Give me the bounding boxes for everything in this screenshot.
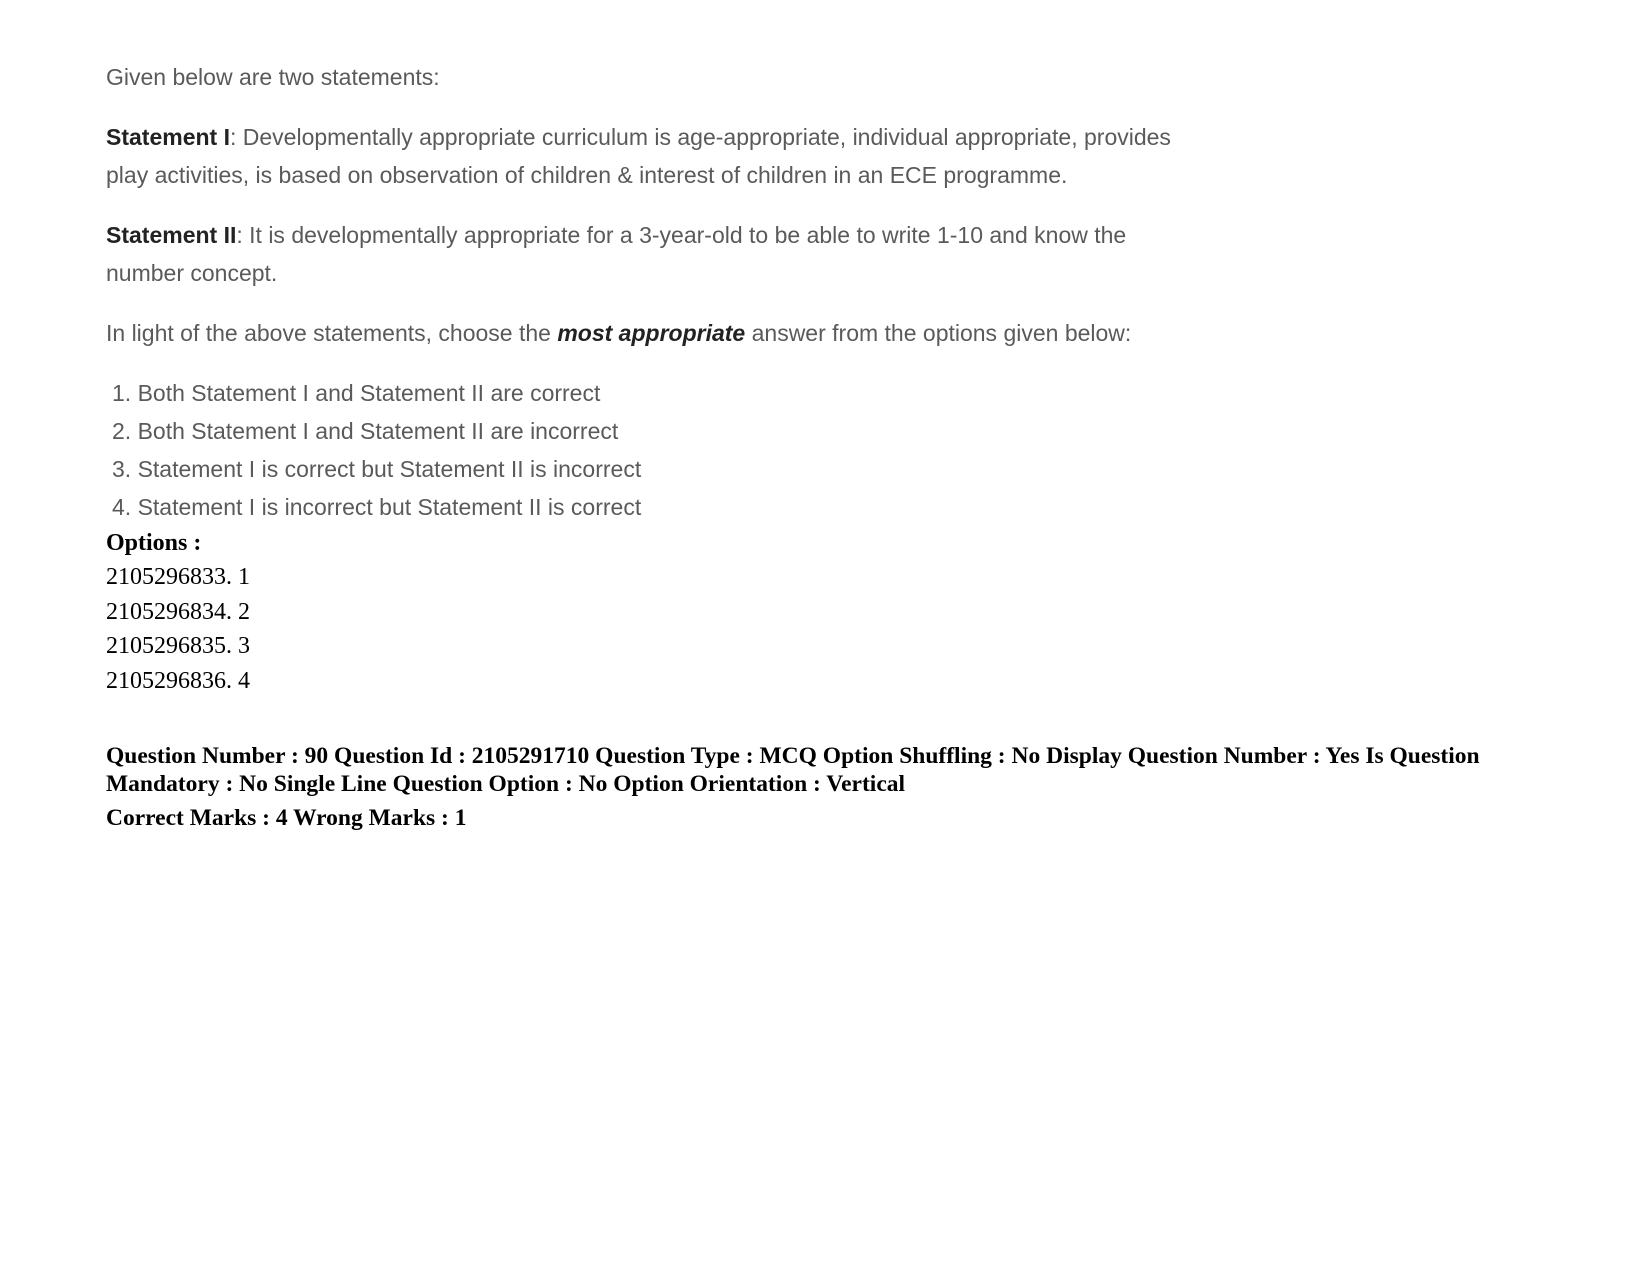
instruction-emphasis: most appropriate bbox=[557, 320, 746, 346]
document-page bbox=[106, 58, 1546, 832]
instruction-before: In light of the above statements, choose the bbox=[106, 320, 558, 346]
choice-item: 2. Both Statement I and Statement II are incorrect bbox=[112, 418, 619, 444]
statement-2 bbox=[106, 216, 1206, 292]
option-row: 2105296835. 3 bbox=[106, 633, 250, 659]
question-image bbox=[106, 58, 1206, 526]
option-row: 2105296834. 2 bbox=[106, 598, 250, 625]
instruction-after: answer from the options given below: bbox=[745, 320, 1132, 346]
option-row: 2105296833. 1 bbox=[106, 564, 250, 590]
answer-choices bbox=[106, 374, 1206, 526]
statement-1-text: : Developmentally appropriate curriculum is age-appropriate, individual appropriate, provides play activities, is based on observation of children & interest of children in an ECE programme. bbox=[106, 124, 1171, 188]
choice-item: 1. Both Statement I and Statement II are correct bbox=[112, 380, 601, 406]
question-instruction bbox=[106, 314, 1206, 352]
statement-2-label: Statement II bbox=[106, 222, 237, 248]
statement-1 bbox=[106, 118, 1206, 194]
statement-1-label: Statement I bbox=[106, 124, 230, 150]
next-question-meta: Question Number : 90 Question Id : 2105291710 Question Type : MCQ Option Shuffling : No Display Question Number : Yes Is Question Mandatory : No Single Line Question Option : No Option Orientation : Vertical bbox=[106, 743, 1480, 797]
statement-2-text: : It is developmentally appropriate for a 3-year-old to be able to write 1-10 and know the number concept. bbox=[106, 222, 1127, 286]
question-intro: Given below are two statements: bbox=[106, 64, 440, 90]
choice-item: 3. Statement I is correct but Statement II is incorrect bbox=[112, 456, 642, 482]
next-question-marks: Correct Marks : 4 Wrong Marks : 1 bbox=[106, 805, 467, 831]
options-title: Options : bbox=[106, 530, 202, 556]
choice-item: 4. Statement I is incorrect but Statement II is correct bbox=[112, 494, 642, 520]
option-row: 2105296836. 4 bbox=[106, 667, 250, 694]
